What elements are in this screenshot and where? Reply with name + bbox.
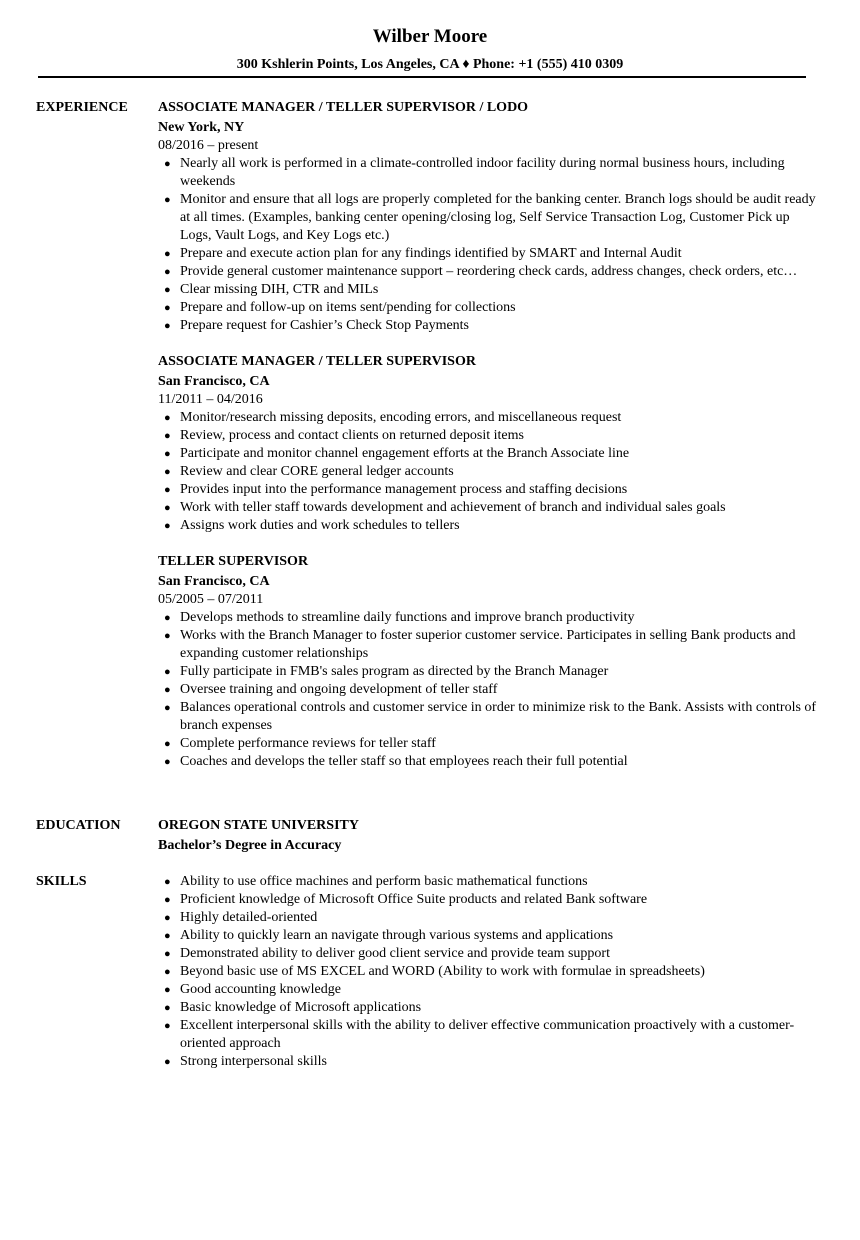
list-item (158, 1017, 818, 1053)
list-item (158, 499, 818, 517)
section-heading-skills: SKILLS (36, 874, 87, 889)
list-item (158, 999, 818, 1017)
bullet-icon: ● (164, 756, 171, 768)
bullet-icon: ● (164, 894, 171, 906)
bullet-icon: ● (164, 466, 171, 478)
list-item-text: Basic knowledge of Microsoft applications (180, 1000, 422, 1015)
bullet-icon: ● (164, 194, 171, 206)
job-entry (158, 353, 818, 535)
list-item-text: Provide general customer maintenance support – reordering check cards, address changes, check orders, etc… (180, 264, 798, 279)
list-item (158, 681, 818, 699)
list-item (158, 409, 818, 427)
list-item-text: Good accounting knowledge (180, 982, 341, 997)
list-item-text: Develops methods to streamline daily functions and improve branch productivity (180, 610, 635, 625)
list-item (158, 245, 818, 263)
list-item (158, 627, 818, 663)
bullet-icon: ● (164, 248, 171, 260)
bullet-icon: ● (164, 1056, 171, 1068)
list-item (158, 427, 818, 445)
education-body (158, 817, 818, 855)
bullet-icon: ● (164, 948, 171, 960)
list-item-text: Works with the Branch Manager to foster superior customer service. Participates in selling Bank products and expanding customer relationships (180, 628, 796, 661)
list-item (158, 191, 818, 245)
list-item (158, 963, 818, 981)
list-item-text: Clear missing DIH, CTR and MILs (180, 282, 379, 297)
list-item-text: Work with teller staff towards development and achievement of branch and individual sales goals (180, 500, 726, 515)
bullet-icon: ● (164, 284, 171, 296)
list-item-text: Participate and monitor channel engagement efforts at the Branch Associate line (180, 446, 630, 461)
list-item (158, 663, 818, 681)
job-location: New York, NY (158, 120, 245, 135)
job-location: San Francisco, CA (158, 574, 270, 589)
list-item (158, 927, 818, 945)
job-duties-list (158, 609, 818, 771)
job-entry (158, 99, 818, 335)
list-item (158, 753, 818, 771)
list-item (158, 317, 818, 335)
list-item (158, 281, 818, 299)
list-item-text: Oversee training and ongoing development of teller staff (180, 682, 498, 697)
list-item-text: Ability to use office machines and perform basic mathematical functions (180, 874, 588, 889)
bullet-icon: ● (164, 912, 171, 924)
bullet-icon: ● (164, 1020, 171, 1032)
list-item (158, 263, 818, 281)
list-item-text: Monitor and ensure that all logs are properly completed for the banking center. Branch logs should be audit ready at all times. (Examples, banking center opening/closing log, Self Service Transaction Log, Customer Pick up Logs, Vault Logs, and Key Logs etc.) (180, 192, 816, 243)
list-item-text: Provides input into the performance management process and staffing decisions (180, 482, 628, 497)
job-entry (158, 553, 818, 771)
bullet-icon: ● (164, 630, 171, 642)
list-item-text: Strong interpersonal skills (180, 1054, 327, 1069)
bullet-icon: ● (164, 430, 171, 442)
skills-list (158, 873, 818, 1071)
list-item-text: Proficient knowledge of Microsoft Office Suite products and related Bank software (180, 892, 648, 907)
job-dates: 05/2005 – 07/2011 (158, 592, 264, 607)
degree-name: Bachelor’s Degree in Accuracy (158, 838, 342, 853)
bullet-icon: ● (164, 612, 171, 624)
bullet-icon: ● (164, 484, 171, 496)
contact-line: 300 Kshlerin Points, Los Angeles, CA ♦ Phone: +1 (555) 410 0309 (236, 57, 624, 72)
list-item (158, 609, 818, 627)
bullet-icon: ● (164, 520, 171, 532)
list-item-text: Prepare request for Cashier’s Check Stop Payments (180, 318, 470, 333)
list-item (158, 517, 818, 535)
bullet-icon: ● (164, 302, 171, 314)
job-duties-list (158, 409, 818, 535)
list-item-text: Balances operational controls and customer service in order to minimize risk to the Bank. Assists with controls of branch expenses (180, 700, 817, 733)
bullet-icon: ● (164, 1002, 171, 1014)
list-item-text: Excellent interpersonal skills with the ability to deliver effective communication proactively with a customer-oriented approach (180, 1018, 795, 1051)
bullet-icon: ● (164, 738, 171, 750)
bullet-icon: ● (164, 412, 171, 424)
list-item (158, 735, 818, 753)
bullet-icon: ● (164, 320, 171, 332)
job-location: San Francisco, CA (158, 374, 270, 389)
list-item (158, 299, 818, 317)
resume-header (0, 24, 860, 74)
list-item-text: Nearly all work is performed in a climate-controlled indoor facility during normal business hours, including weekends (180, 156, 785, 189)
bullet-icon: ● (164, 266, 171, 278)
list-item-text: Ability to quickly learn an navigate through various systems and applications (180, 928, 614, 943)
list-item-text: Demonstrated ability to deliver good client service and provide team support (180, 946, 610, 961)
candidate-name: Wilber Moore (372, 26, 488, 47)
job-duties-list (158, 155, 818, 335)
section-heading-experience: EXPERIENCE (36, 100, 128, 115)
bullet-icon: ● (164, 930, 171, 942)
list-item-text: Coaches and develops the teller staff so that employees reach their full potential (180, 754, 628, 769)
list-item-text: Fully participate in FMB's sales program as directed by the Branch Manager (180, 664, 609, 679)
bullet-icon: ● (164, 448, 171, 460)
list-item (158, 909, 818, 927)
list-item-text: Prepare and execute action plan for any findings identified by SMART and Internal Audit (180, 246, 682, 261)
section-heading-education: EDUCATION (36, 818, 121, 833)
experience-body (158, 99, 818, 789)
list-item-text: Highly detailed-oriented (180, 910, 318, 925)
bullet-icon: ● (164, 984, 171, 996)
list-item-text: Review and clear CORE general ledger accounts (180, 464, 454, 479)
skills-body (158, 873, 818, 1071)
list-item (158, 445, 818, 463)
bullet-icon: ● (164, 502, 171, 514)
job-dates: 08/2016 – present (158, 138, 259, 153)
bullet-icon: ● (164, 876, 171, 888)
bullet-icon: ● (164, 966, 171, 978)
school-name: OREGON STATE UNIVERSITY (158, 818, 359, 833)
list-item-text: Beyond basic use of MS EXCEL and WORD (Ability to work with formulae in spreadsheets) (180, 964, 705, 979)
list-item-text: Assigns work duties and work schedules to tellers (180, 518, 460, 533)
bullet-icon: ● (164, 158, 171, 170)
list-item-text: Complete performance reviews for teller staff (180, 736, 436, 751)
list-item (158, 699, 818, 735)
list-item (158, 873, 818, 891)
list-item (158, 981, 818, 999)
bullet-icon: ● (164, 666, 171, 678)
list-item-text: Monitor/research missing deposits, encoding errors, and miscellaneous request (180, 410, 622, 425)
job-title: TELLER SUPERVISOR (158, 554, 309, 569)
job-title: ASSOCIATE MANAGER / TELLER SUPERVISOR / LODO (158, 100, 529, 115)
list-item (158, 891, 818, 909)
header-divider (38, 76, 806, 78)
list-item-text: Prepare and follow-up on items sent/pending for collections (180, 300, 516, 315)
job-title: ASSOCIATE MANAGER / TELLER SUPERVISOR (158, 354, 476, 369)
list-item-text: Review, process and contact clients on returned deposit items (180, 428, 524, 443)
bullet-icon: ● (164, 684, 171, 696)
bullet-icon: ● (164, 702, 171, 714)
list-item (158, 1053, 818, 1071)
list-item (158, 945, 818, 963)
list-item (158, 463, 818, 481)
list-item (158, 481, 818, 499)
list-item (158, 155, 818, 191)
job-dates: 11/2011 – 04/2016 (158, 392, 263, 407)
